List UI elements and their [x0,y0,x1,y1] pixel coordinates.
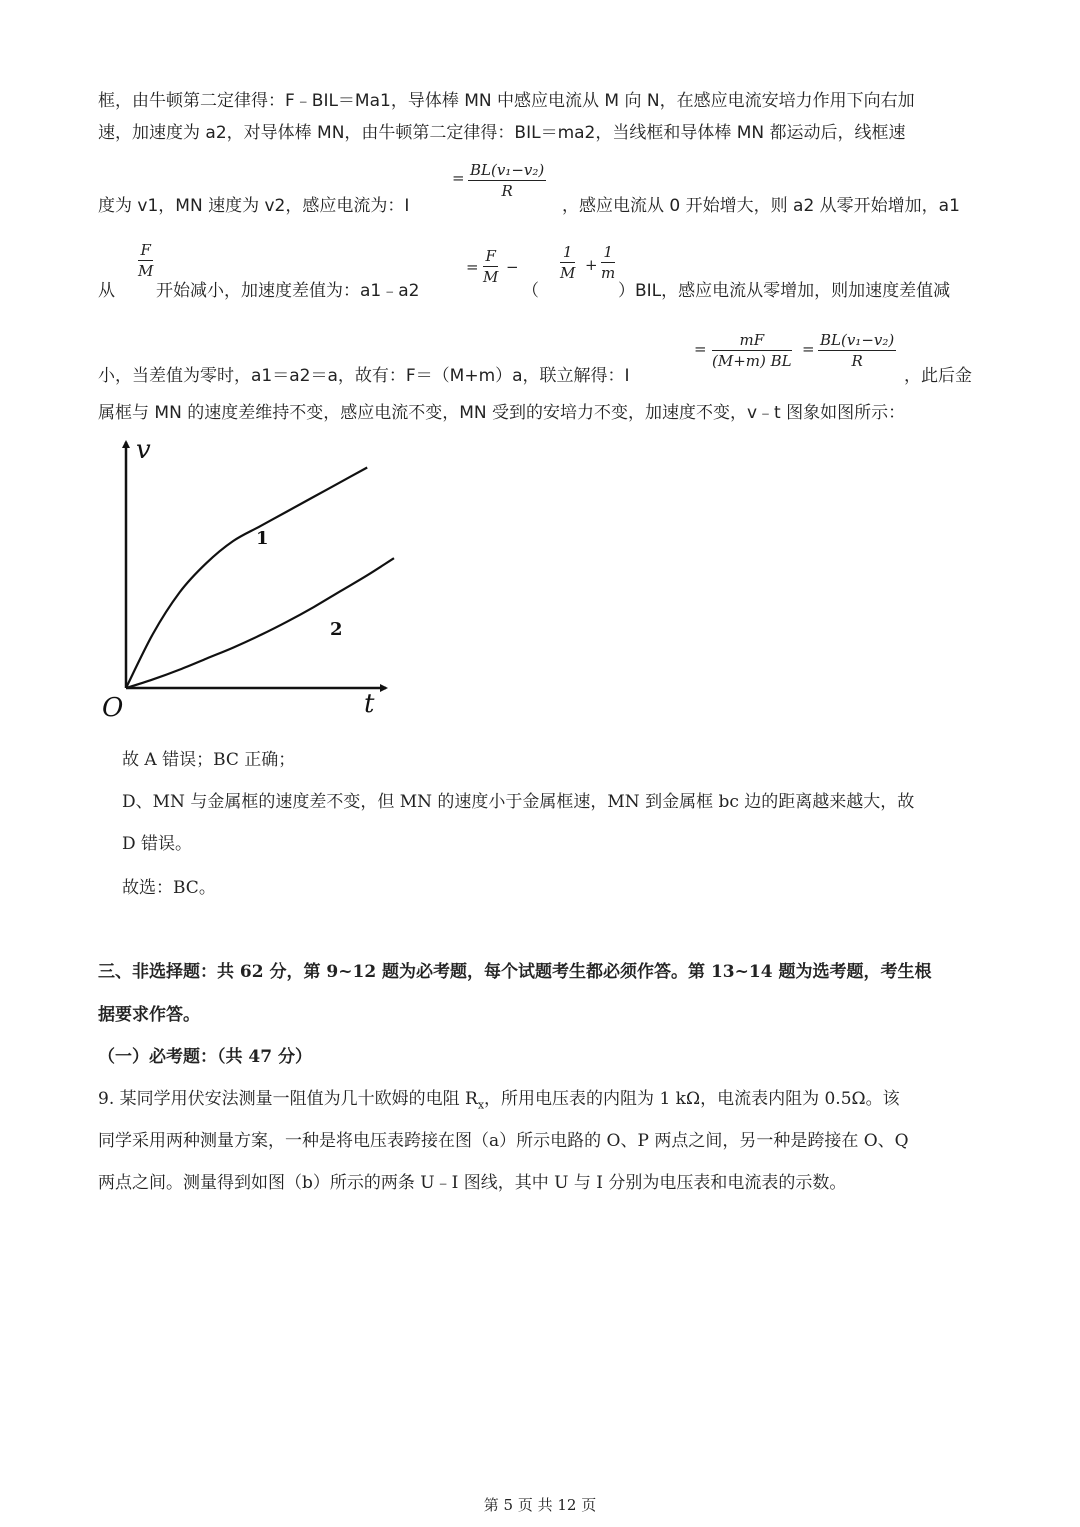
text-line: D 错误。 [122,834,193,854]
text-line: 开始减小，加速度差值为：a1﹣a2 [156,281,420,301]
equals-sign: = [466,258,479,276]
text-line: 框，由牛顿第二定律得：F﹣BIL＝Ma1，导体棒 MN 中感应电流从 M 向 N，在感应电流安培力作用下向右加 [98,91,915,111]
fraction-current [712,330,792,371]
fraction-one-over-m [601,242,615,283]
fraction-denominator: M [483,268,499,286]
fraction-current [818,330,896,371]
text-line: 从 [98,281,115,301]
origin-label: O [102,693,124,722]
equals-sign: = [802,340,815,358]
text-line: 故选：BC。 [122,878,216,898]
fraction-numerator: mF [712,330,792,351]
subsection-heading: （一）必考题：（共 47 分） [98,1047,312,1067]
fraction-denominator: M [560,264,576,282]
equals-sign: = [694,340,707,358]
paren-open: （ [522,281,539,301]
text-line: ，此后金 [904,366,972,386]
fraction-denominator: R [851,352,863,370]
question-text: ，所用电压表的内阻为 1 kΩ，电流表内阻为 0.5Ω。该 [484,1089,900,1109]
subscript: x [477,1098,485,1112]
y-axis-label: v [136,435,151,465]
x-axis-label: t [364,689,375,719]
fraction-denominator: m [601,264,616,282]
fraction-f-over-m [138,240,153,281]
curve-2 [126,558,394,688]
text-line: 故 A 错误；BC 正确； [122,750,296,770]
text-line: ）BIL，感应电流从零增加，则加速度差值减 [618,281,951,301]
curve-2-label: 2 [330,619,343,640]
curve-1-label: 1 [256,528,269,549]
fraction-numerator: 1 [560,242,575,263]
question-line: 两点之间。测量得到如图（b）所示的两条 U﹣I 图线，其中 U 与 I 分别为电压表和电流表的示数。 [98,1173,847,1193]
fraction-one-over-m [560,242,575,283]
fraction-numerator: F [483,246,498,267]
fraction-f-over-m [483,246,498,287]
fraction-numerator: BL(v₁−v₂) [470,161,545,179]
text-line: 属框与 MN 的速度差维持不变，感应电流不变，MN 受到的安培力不变，加速度不变，v﹣t 图象如图所示： [98,403,906,423]
curve-1 [126,468,367,689]
fraction-denominator: R [501,182,513,200]
question-text: 9. 某同学用伏安法测量一阻值为几十欧姆的电阻 R [98,1089,478,1109]
text-line: D、MN 与金属框的速度差不变，但 MN 的速度小于金属框速，MN 到金属框 bc 边的距离越来越大，故 [122,792,915,812]
text-line: 小，当差值为零时，a1＝a2＝a，故有：F＝（M+m）a，联立解得：I [98,366,630,386]
text-line: 度为 v1，MN 速度为 v2，感应电流为：I [98,196,410,216]
question-line: 同学采用两种测量方案，一种是将电压表跨接在图（a）所示电路的 O、P 两点之间，另一种是跨接在 O、Q [98,1131,909,1151]
fraction-numerator: F [138,240,153,261]
plus-sign: + [585,256,598,274]
section-heading: 据要求作答。 [98,1005,200,1025]
text-line: 速，加速度为 a2，对导体棒 MN，由牛顿第二定律得：BIL＝ma2，当线框和导体棒 MN 都运动后，线框速 [98,123,906,143]
equals-sign: = [452,169,465,187]
minus-sign: − [506,258,519,276]
fraction-denominator: M [138,262,154,280]
question-line [98,1084,900,1111]
vt-graph [96,432,406,722]
fraction-current [468,160,546,201]
section-heading: 三、非选择题：共 62 分，第 9~12 题为必考题，每个试题考生都必须作答。第 13~14 题为选考题，考生根 [98,962,932,982]
fraction-numerator: BL(v₁−v₂) [820,331,895,349]
text-line: ，感应电流从 0 开始增大，则 a2 从零开始增加，a1 [562,196,960,216]
fraction-denominator: (M+m) BL [712,352,792,370]
fraction-numerator: 1 [601,242,615,263]
page-number: 第 5 页 共 12 页 [483,1496,597,1514]
